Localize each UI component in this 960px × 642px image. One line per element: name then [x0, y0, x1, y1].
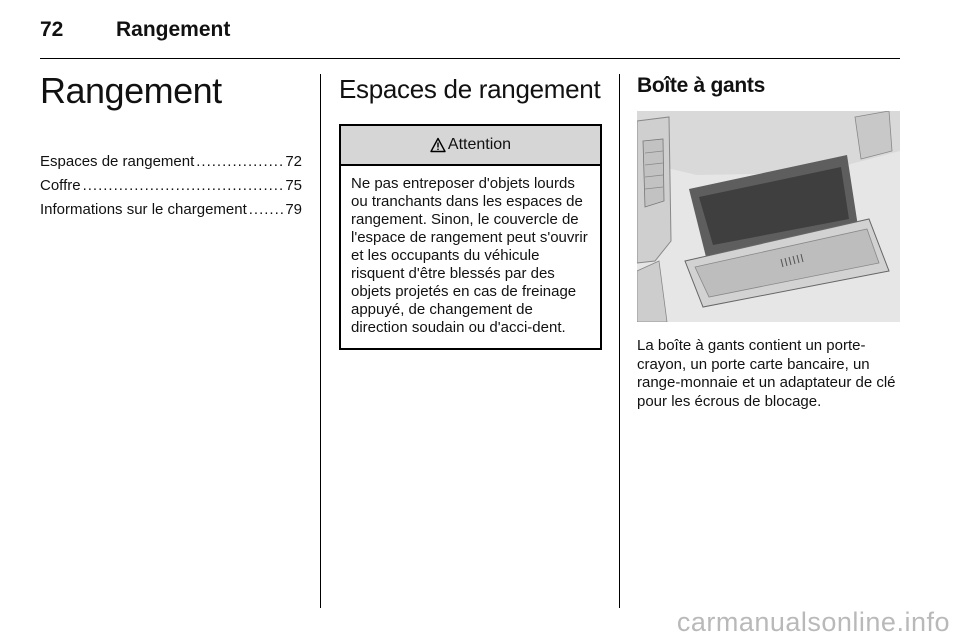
header-rule [40, 58, 900, 59]
glovebox-column [637, 74, 899, 410]
chapter-column [40, 70, 302, 222]
toc-entry[interactable] [40, 198, 302, 222]
toc-entry[interactable] [40, 174, 302, 198]
warning-triangle-icon [430, 137, 446, 153]
toc-entry[interactable] [40, 150, 302, 174]
toc-entry-page: 79 [285, 201, 302, 218]
toc-entry-page: 72 [285, 153, 302, 170]
column-divider [619, 74, 620, 608]
watermark: carmanualsonline.info [676, 607, 950, 637]
glovebox-text: La boîte à gants contient un porte-crayon, un porte carte bancaire, un range-monnaie et un adaptateur de clé pour les écrous de blocage. [637, 337, 896, 410]
warning-heading: Attention [447, 136, 512, 153]
storage-column [339, 74, 601, 336]
warning-header [341, 126, 600, 166]
chapter-title: Rangement [40, 70, 222, 111]
glovebox-illustration [637, 111, 900, 322]
running-title: Rangement [116, 18, 231, 41]
toc-leader-dots [196, 150, 283, 174]
toc-leader-dots [83, 174, 284, 198]
page-number: 72 [40, 18, 64, 41]
warning-text: Ne pas entreposer d'objets lourds ou tranchants dans les espaces de rangement. Sinon, le couvercle de l'espace de rangement peut s'ouvrir et les occupants du véhicule risquent d'être blessés par des objets projetés en cas de freinage appuyé, de changement de direction soudain ou d'acci-dent. [351, 175, 588, 336]
column-divider [320, 74, 321, 608]
toc-entry-label: Espaces de rangement [40, 153, 195, 170]
section-title: Boîte à gants [637, 74, 765, 97]
section-title: Espaces de rangement [339, 74, 601, 104]
warning-box [339, 124, 602, 350]
toc-entry-label: Informations sur le chargement [40, 201, 247, 218]
page-header [40, 18, 900, 48]
toc-entry-label: Coffre [40, 177, 81, 194]
toc-leader-dots [249, 198, 284, 222]
toc-entry-page: 75 [285, 177, 302, 194]
